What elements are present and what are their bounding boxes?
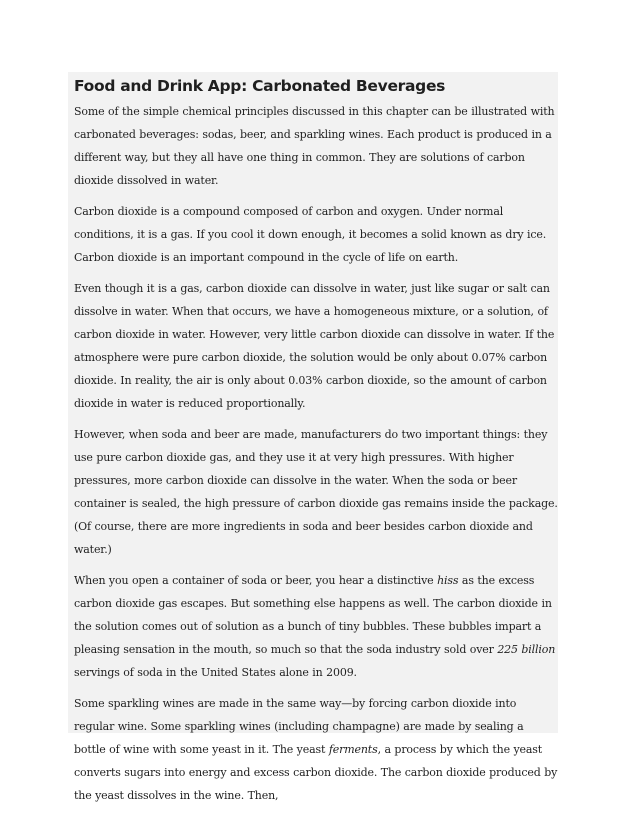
paragraph-5-text-end: servings of soda in the United States alone in 2009.: [74, 666, 357, 679]
paragraph-5-text-start: When you open a container of soda or beer, you hear a distinctive: [74, 574, 438, 587]
paragraph-1: Some of the simple chemical principles discussed in this chapter can be illustrated with carbonated beverages: sodas, beer, and sparkling wines. Each product is produced in a different way, but they all have one thing in common. They are solutions of carbon dioxide dissolved in water.: [74, 105, 555, 187]
paragraph-6-text-end: , a process by which the yeast converts sugars into energy and excess carbon dioxide. The carbon dioxide produced by the yeast dissolves in the wine. Then,: [74, 743, 558, 802]
document-title: Food and Drink App: Carbonated Beverages: [74, 77, 446, 95]
emphasis-hiss: hiss: [437, 574, 459, 587]
paragraph-6: [68, 692, 558, 807]
paragraph-2: Carbon dioxide is a compound composed of carbon and oxygen. Under normal conditions, it is a gas. If you cool it down enough, it becomes a solid known as dry ice. Carbon dioxide is an important compound in the cycle of life on earth.: [74, 205, 547, 264]
paragraph-4: However, when soda and beer are made, manufacturers do two important things: they use pure carbon dioxide gas, and they use it at very high pressures. With higher pressures, more carbon dioxide can dissolve in the water. When the soda or beer container is sealed, the high pressure of carbon dioxide gas remains inside the package. (Of course, there are more ingredients in soda and beer besides carbon dioxide and water.): [74, 428, 558, 556]
paragraph-5-text-middle: as the excess carbon dioxide gas escapes. But something else happens as well. The carbon dioxide in the solution comes out of solution as a bunch of tiny bubbles. These bubbles impart a pleasing sensation in the mouth, so much so that the soda industry sold over: [74, 574, 552, 656]
paragraph-3: Even though it is a gas, carbon dioxide can dissolve in water, just like sugar or salt can dissolve in water. When that occurs, we have a homogeneous mixture, or a solution, of carbon dioxide in water. However, very little carbon dioxide can dissolve in water. If the atmosphere were pure carbon dioxide, the solution would be only about 0.07% carbon dioxide. In reality, the air is only about 0.03% carbon dioxide, so the amount of carbon dioxide in water is reduced proportionally.: [74, 282, 555, 410]
emphasis-ferments: ferments: [328, 743, 378, 756]
paragraph-5: [68, 569, 558, 684]
emphasis-225-billion: 225 billion: [497, 643, 556, 656]
document-text-box: [68, 72, 558, 802]
paragraph-6-text-start: Some sparkling wines are made in the same way—by forcing carbon dioxide into regular wine. Some sparkling wines (including champagne) are made by sealing a bottle of wine with some yeast in it. The yeast: [74, 697, 524, 756]
